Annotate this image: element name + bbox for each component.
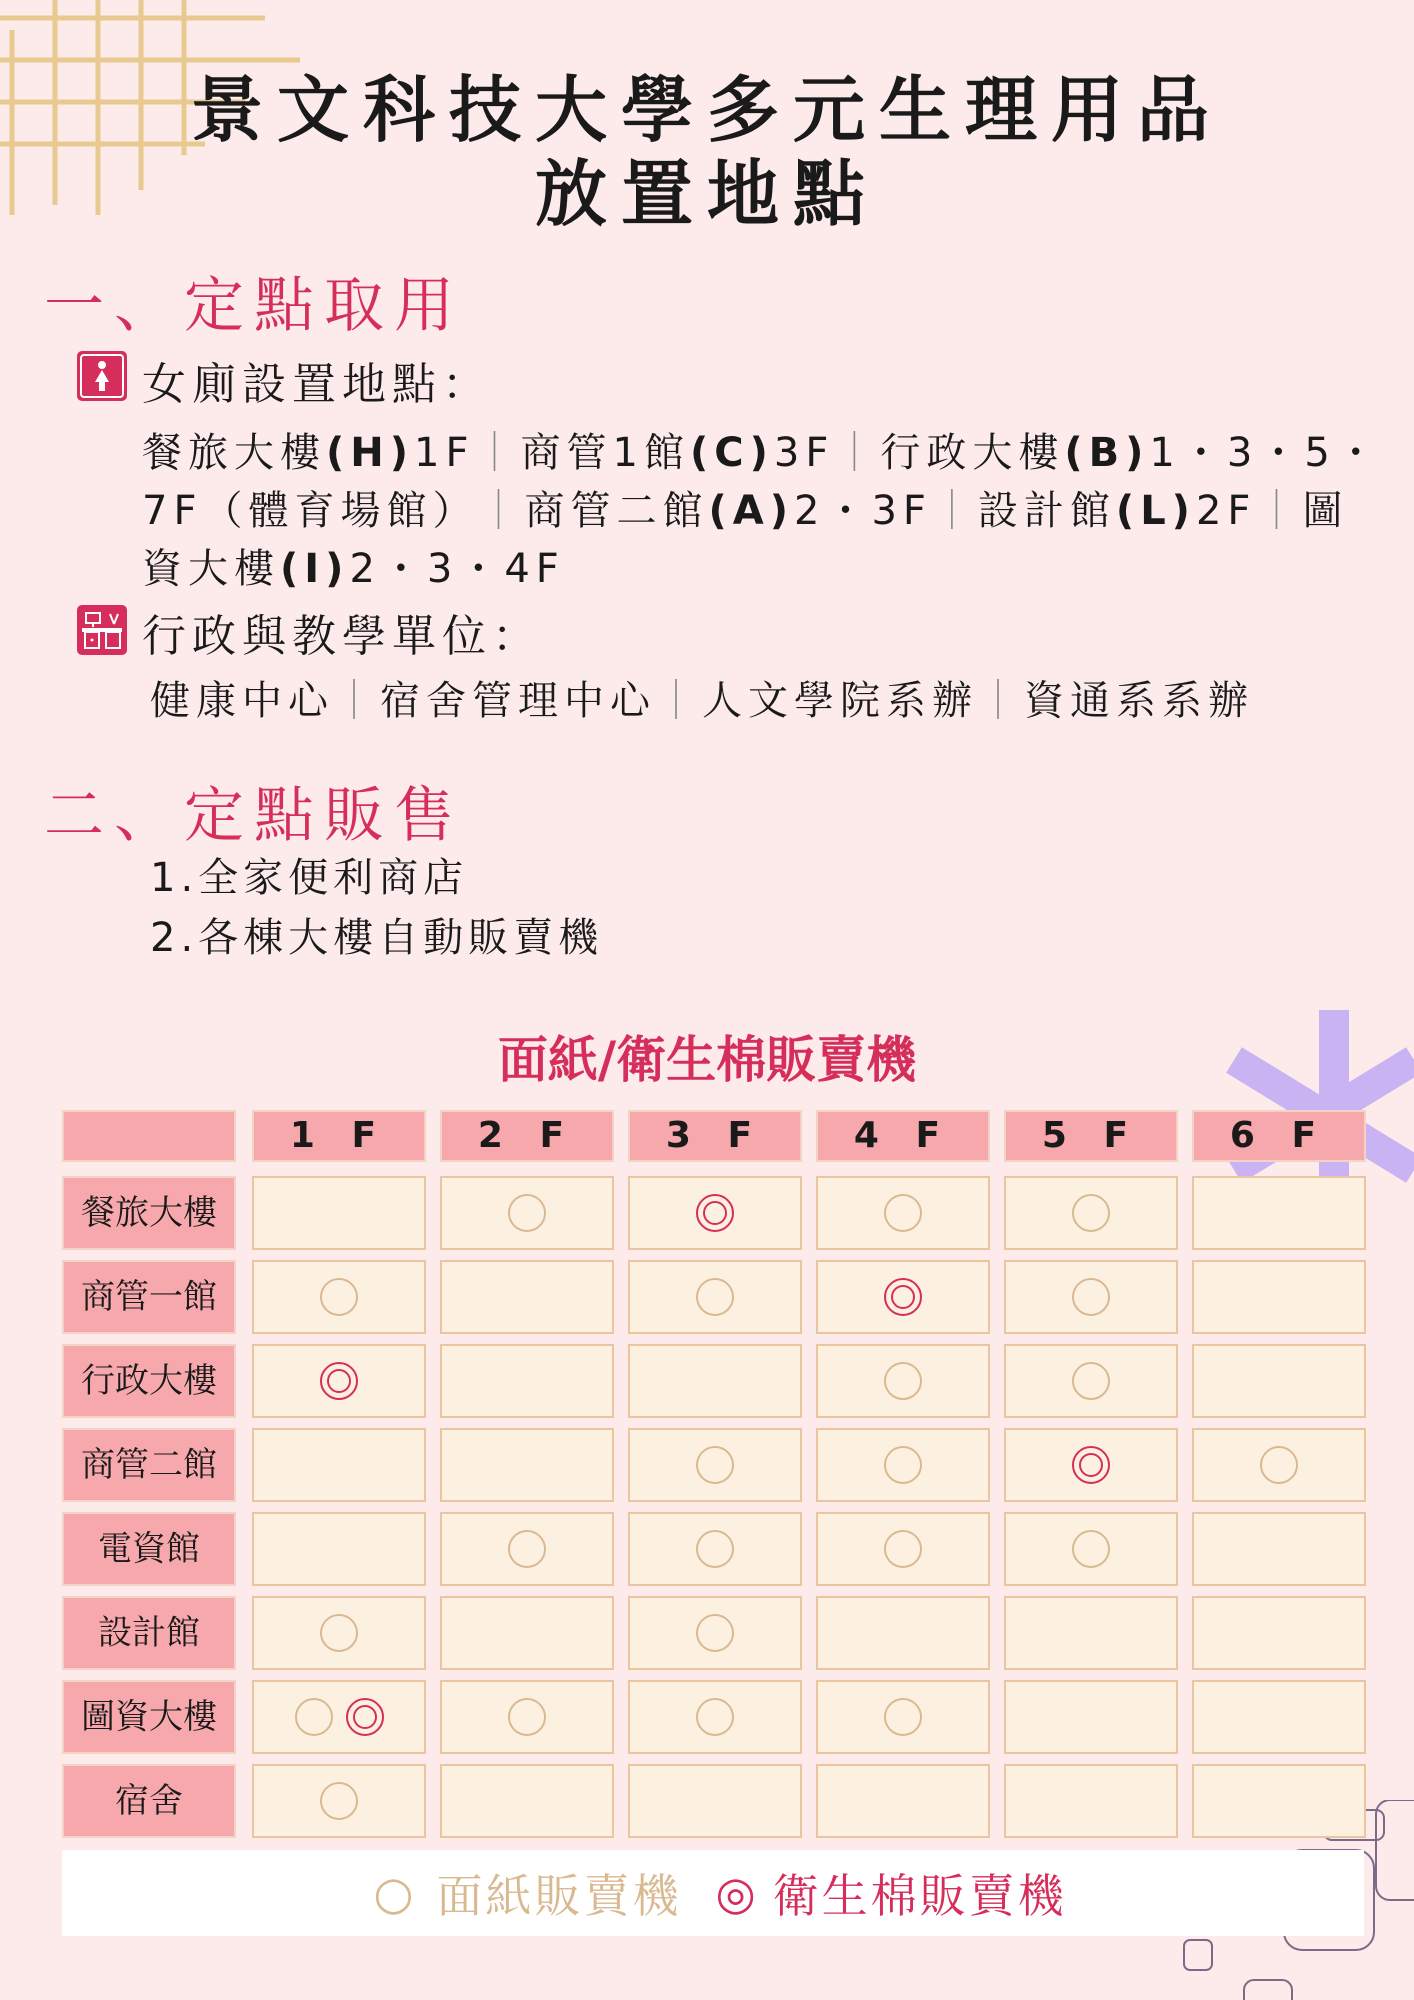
table-title: 面紙/衛生棉販賣機 <box>497 1031 917 1089</box>
table-cell <box>628 1260 802 1334</box>
unit-item: 人文學院系辦 <box>702 678 978 724</box>
location-text: 設計館 <box>977 488 1116 534</box>
table-cell <box>252 1512 426 1586</box>
napkin-vending-mark <box>882 1360 924 1402</box>
separator: ｜ <box>474 430 521 476</box>
building-label: 行政大樓 <box>62 1344 236 1418</box>
napkin-vending-mark <box>1070 1528 1112 1570</box>
unit-item: 資通系系辦 <box>1024 678 1254 724</box>
separator: ｜ <box>1256 488 1303 534</box>
table-cell <box>628 1428 802 1502</box>
location-code: (I) <box>280 546 350 592</box>
napkin-symbol: ○ <box>373 1866 417 1920</box>
napkin-vending-mark <box>694 1696 736 1738</box>
location-text: 餐旅大樓 <box>142 430 326 476</box>
table-cell <box>628 1764 802 1838</box>
table-cell <box>440 1176 614 1250</box>
legend <box>62 1850 1364 1936</box>
units-label: 行政與教學單位： <box>142 611 542 662</box>
napkin-vending-mark <box>882 1696 924 1738</box>
location-code: (L) <box>1115 488 1196 534</box>
table-cell <box>1192 1344 1366 1418</box>
floor-header: 6 F <box>1192 1110 1366 1162</box>
pad-vending-mark <box>344 1696 386 1738</box>
table-cell <box>1192 1764 1366 1838</box>
units-list <box>150 672 1400 730</box>
table-cell <box>1004 1176 1178 1250</box>
table-cell <box>252 1176 426 1250</box>
floor-header: 3 F <box>628 1110 802 1162</box>
napkin-vending-mark <box>694 1276 736 1318</box>
table-cell <box>440 1344 614 1418</box>
table-cell <box>252 1344 426 1418</box>
napkin-vending-mark <box>318 1780 360 1822</box>
building-label: 宿舍 <box>62 1764 236 1838</box>
table-cell <box>1192 1176 1366 1250</box>
table-cell <box>1004 1596 1178 1670</box>
table-cell <box>628 1344 802 1418</box>
table-cell <box>1192 1596 1366 1670</box>
separator: ｜ <box>931 488 978 534</box>
table-cell <box>1192 1512 1366 1586</box>
table-cell <box>440 1260 614 1334</box>
location-text: 資大樓 <box>142 546 280 592</box>
napkin-vending-mark <box>694 1528 736 1570</box>
pad-vending-mark <box>882 1276 924 1318</box>
building-label: 商管二館 <box>62 1428 236 1502</box>
table-cell <box>252 1260 426 1334</box>
napkin-vending-mark <box>293 1696 335 1738</box>
sales-list <box>150 848 603 968</box>
napkin-legend-label: 面紙販賣機 <box>436 1869 682 1923</box>
napkin-vending-mark <box>882 1528 924 1570</box>
floor-header: 5 F <box>1004 1110 1178 1162</box>
table-cell <box>816 1428 990 1502</box>
table-cell <box>628 1176 802 1250</box>
table-cell <box>440 1680 614 1754</box>
section1-heading: 一、定點取用 <box>44 271 464 341</box>
napkin-vending-mark <box>318 1276 360 1318</box>
floor-header: 2 F <box>440 1110 614 1162</box>
list-item: 2.各棟大樓自動販賣機 <box>150 915 604 961</box>
table-cell <box>1004 1680 1178 1754</box>
list-item: 1.全家便利商店 <box>150 855 469 901</box>
floor-header: 4 F <box>816 1110 990 1162</box>
location-text: 商管1館 <box>520 430 690 476</box>
napkin-vending-mark <box>1070 1192 1112 1234</box>
location-text: 7F（體育場館） <box>142 488 479 534</box>
location-text: 行政大樓 <box>880 430 1065 476</box>
location-floor: 2F <box>1195 488 1257 534</box>
napkin-vending-mark <box>506 1696 548 1738</box>
location-floor: 2・3・4F <box>349 546 565 592</box>
location-text: 圖 <box>1302 488 1349 534</box>
office-desk-icon <box>76 604 128 656</box>
section2-heading: 二、定點販售 <box>44 781 464 851</box>
separator: ｜ <box>978 678 1024 724</box>
building-label: 電資館 <box>62 1512 236 1586</box>
table-cell <box>816 1680 990 1754</box>
location-code: (H) <box>326 430 415 476</box>
table-cell <box>440 1596 614 1670</box>
napkin-vending-mark <box>882 1192 924 1234</box>
napkin-vending-mark <box>694 1444 736 1486</box>
napkin-vending-mark <box>882 1444 924 1486</box>
pad-symbol: ◎ <box>715 1866 759 1920</box>
napkin-vending-mark <box>694 1612 736 1654</box>
page-title-line2: 放置地點 <box>534 152 879 236</box>
unit-item: 健康中心 <box>150 678 334 724</box>
restroom-locations <box>142 424 1392 598</box>
location-code: (C) <box>689 430 774 476</box>
table-cell <box>1192 1680 1366 1754</box>
pad-vending-mark <box>694 1192 736 1234</box>
building-label: 商管一館 <box>62 1260 236 1334</box>
pad-legend-label: 衛生棉販賣機 <box>772 1869 1067 1923</box>
restroom-locations-line3 <box>142 540 1392 598</box>
napkin-vending-mark <box>1258 1444 1300 1486</box>
table-cell <box>1004 1428 1178 1502</box>
table-corner-cell <box>62 1110 236 1162</box>
table-cell <box>816 1764 990 1838</box>
pad-vending-mark <box>1070 1444 1112 1486</box>
table-cell <box>440 1512 614 1586</box>
unit-item: 宿舍管理中心 <box>380 678 656 724</box>
table-cell <box>628 1680 802 1754</box>
table-cell <box>252 1428 426 1502</box>
woman-restroom-icon <box>76 350 128 402</box>
table-cell <box>440 1428 614 1502</box>
location-code: (B) <box>1064 430 1150 476</box>
pad-vending-mark <box>318 1360 360 1402</box>
floor-header: 1 F <box>252 1110 426 1162</box>
location-floor: 2・3F <box>794 488 932 534</box>
napkin-vending-mark <box>318 1612 360 1654</box>
napkin-vending-mark <box>1070 1360 1112 1402</box>
table-cell <box>1192 1260 1366 1334</box>
table-cell <box>628 1596 802 1670</box>
building-label: 餐旅大樓 <box>62 1176 236 1250</box>
table-cell <box>252 1764 426 1838</box>
table-cell <box>1004 1260 1178 1334</box>
table-cell <box>816 1344 990 1418</box>
location-code: (A) <box>708 488 794 534</box>
table-cell <box>1192 1428 1366 1502</box>
separator: ｜ <box>656 678 702 724</box>
location-floor: 3F <box>773 430 835 476</box>
location-floor: 1・3・5・ <box>1149 430 1382 476</box>
separator: ｜ <box>334 678 380 724</box>
building-label: 圖資大樓 <box>62 1680 236 1754</box>
table-cell <box>1004 1764 1178 1838</box>
restroom-locations-line1 <box>142 424 1392 482</box>
page-title-line1: 景文科技大學多元生理用品 <box>190 68 1223 152</box>
table-cell <box>252 1596 426 1670</box>
table-cell <box>628 1512 802 1586</box>
restroom-locations-line2 <box>142 482 1392 540</box>
building-label: 設計館 <box>62 1596 236 1670</box>
location-text: 商管二館 <box>524 488 709 534</box>
table-cell <box>816 1176 990 1250</box>
restroom-label: 女廁設置地點： <box>142 359 492 410</box>
table-cell <box>816 1260 990 1334</box>
napkin-vending-mark <box>506 1528 548 1570</box>
table-cell <box>1004 1512 1178 1586</box>
location-floor: 1F <box>414 430 475 476</box>
table-cell <box>440 1764 614 1838</box>
table-cell <box>1004 1344 1178 1418</box>
separator: ｜ <box>478 488 525 534</box>
table-cell <box>816 1512 990 1586</box>
napkin-vending-mark <box>506 1192 548 1234</box>
napkin-vending-mark <box>1070 1276 1112 1318</box>
table-cell <box>816 1596 990 1670</box>
separator: ｜ <box>834 430 881 476</box>
table-cell <box>252 1680 426 1754</box>
